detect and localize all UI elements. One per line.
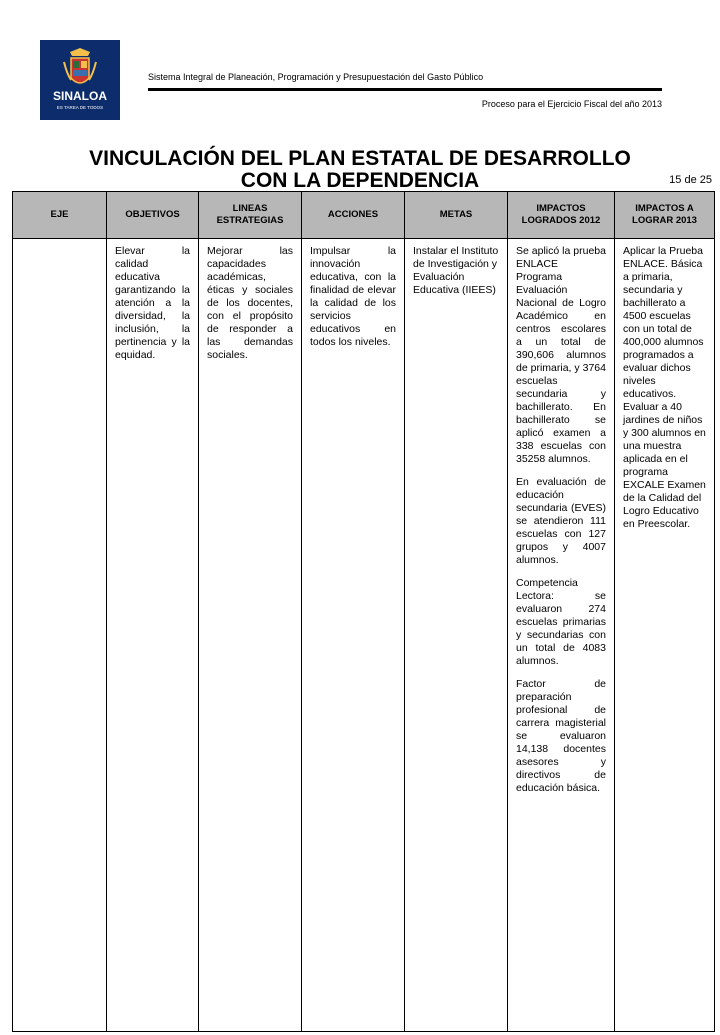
coat-of-arms-icon: [40, 40, 120, 120]
cell-metas: Instalar el Instituto de Investigación y Evaluación Educativa (IIEES): [405, 239, 508, 1032]
cell-lineas: Mejorar las capacidades académicas, éticas y sociales de los docentes, con el propósito de responder a las demandas sociales.: [199, 239, 302, 1032]
system-title: Sistema Integral de Planeación, Programación y Presupuestación del Gasto Público: [148, 72, 484, 82]
sinaloa-logo: [40, 40, 120, 120]
header-acciones: ACCIONES: [302, 192, 405, 239]
logrados-paragraph: En evaluación de educación secundaria (EVES) se atendieron 111 escuelas con 127 grupos y 4007 alumnos.: [516, 476, 606, 566]
logrados-paragraph: Factor de preparación profesional de carrera magisterial se evaluaron 14,138 docentes asesores y directivos de educación básica.: [516, 678, 606, 794]
logrados-paragraph: Competencia Lectora: se evaluaron 274 escuelas primarias y secundarias con un total de 4083 alumnos.: [516, 577, 606, 667]
logo-text: SINALOA: [53, 89, 107, 103]
logo-tagline: ES TAREA DE TODOS: [56, 105, 104, 110]
cell-objetivos: Elevar la calidad educativa garantizando la atención a la diversidad, la inclusión, la pertinencia y la equidad.: [107, 239, 199, 1032]
header-lineas: LINEAS ESTRATEGIAS: [199, 192, 302, 239]
table-row: [13, 239, 715, 1032]
header-impactos-logrados: IMPACTOS LOGRADOS 2012: [508, 192, 615, 239]
page-title-line1: VINCULACIÓN DEL PLAN ESTATAL DE DESARROLLO: [89, 147, 631, 170]
cell-acciones: Impulsar la innovación educativa, con la finalidad de elevar la calidad de los servicios educativos en todos los niveles.: [302, 239, 405, 1032]
table-header-row: [13, 192, 715, 239]
header-metas: METAS: [405, 192, 508, 239]
cell-eje: [13, 239, 107, 1032]
fiscal-process: Proceso para el Ejercicio Fiscal del año 2013: [481, 99, 662, 109]
page-title-line2: CON LA DEPENDENCIA: [240, 169, 480, 192]
vinculacion-table: [12, 191, 715, 1032]
cell-impactos-lograr: Aplicar la Prueba ENLACE. Básica a primaria, secundaria y bachillerato a 4500 escuelas con un total de 400,000 alumnos programados a evaluar dichos niveles educativos. Evaluar a 40 jardines de niños y 300 alumnos en una muestra aplicada en el programa EXCALE Examen de la Calidad del Logro Educativo en Preescolar.: [615, 239, 715, 1032]
header-divider: [148, 88, 662, 91]
header-eje: EJE: [13, 192, 107, 239]
cell-impactos-logrados: [508, 239, 615, 1032]
logrados-paragraph: Se aplicó la prueba ENLACE Programa Evaluación Nacional de Logro Académico en centros escolares a un total de 390,606 alumnos de primaria, y 3764 escuelas secundaria y bachillerato. En bachillerato se aplicó examen a 338 escuelas con 35258 alumnos.: [516, 245, 606, 465]
header-impactos-lograr: IMPACTOS A LOGRAR 2013: [615, 192, 715, 239]
page-number: 15 de 25: [669, 174, 712, 186]
header-objetivos: OBJETIVOS: [107, 192, 199, 239]
